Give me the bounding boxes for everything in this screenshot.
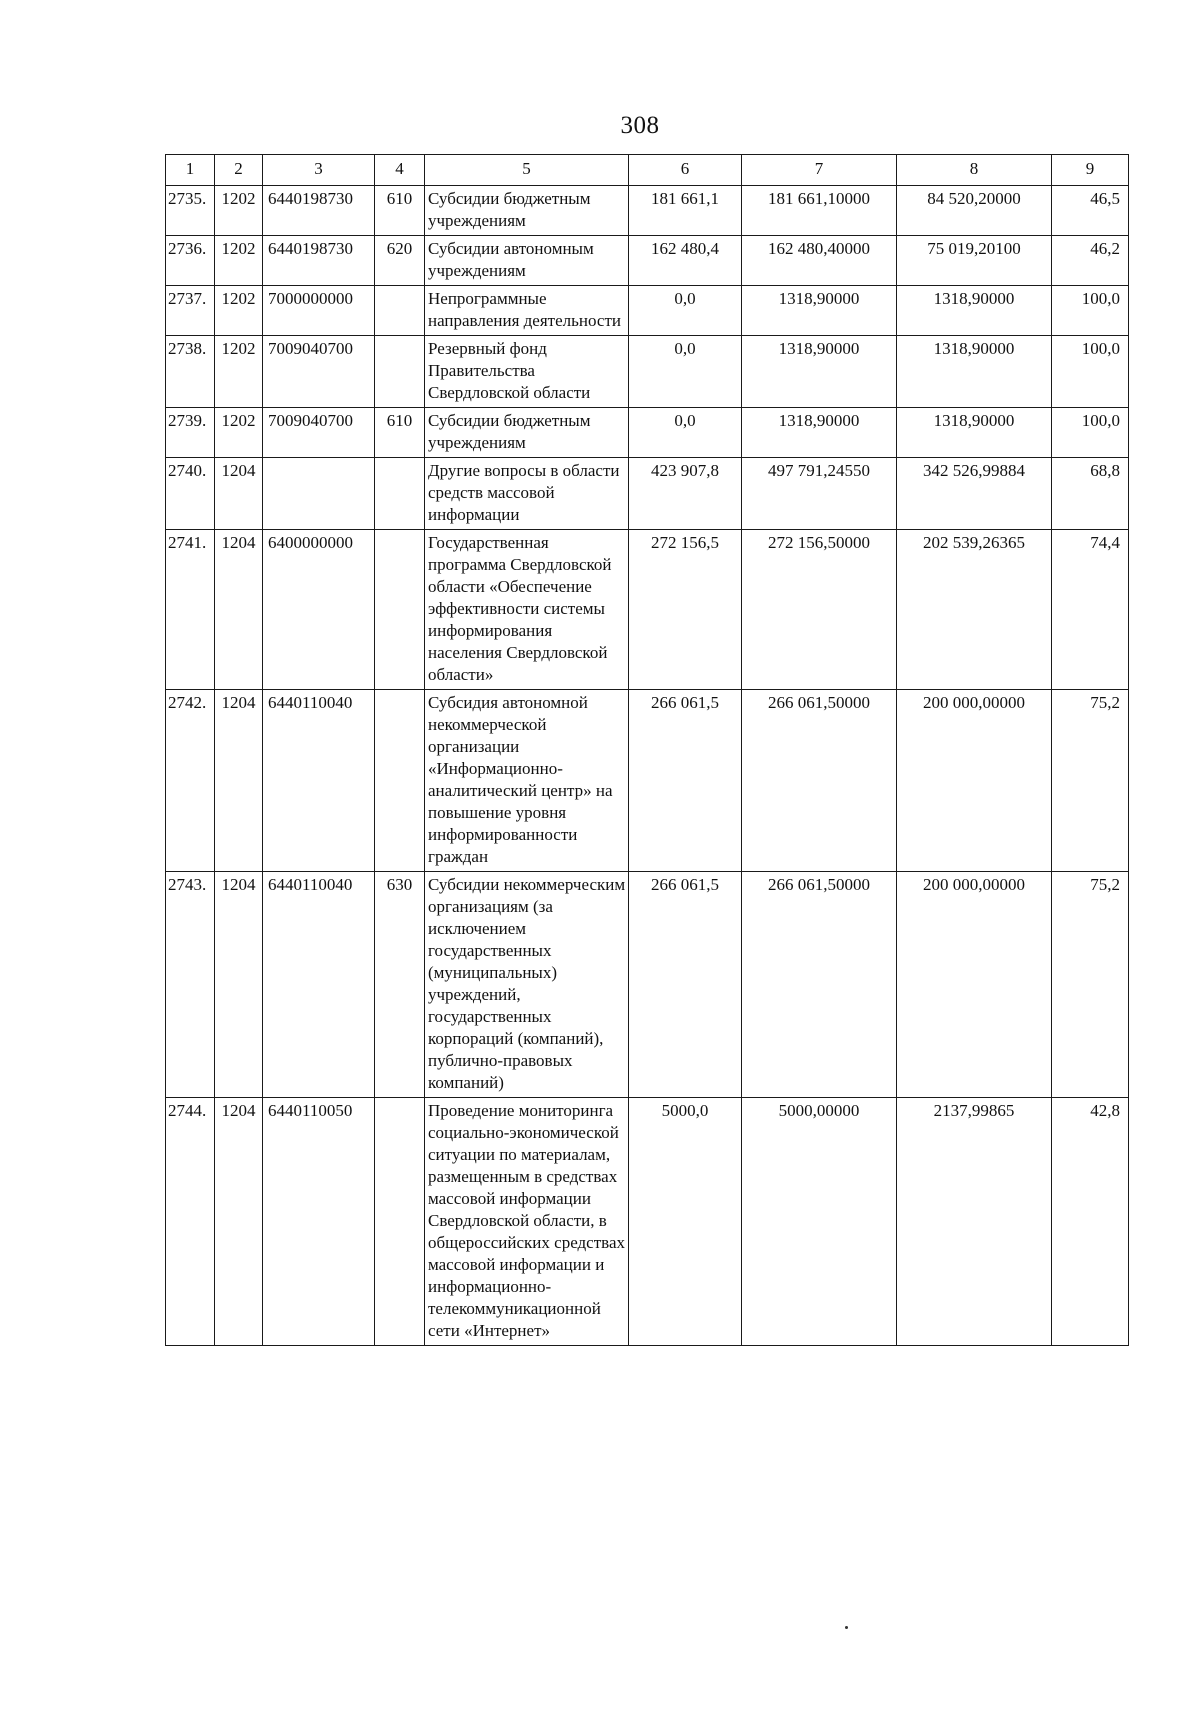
execution-percent: 100,0 xyxy=(1052,286,1129,336)
table-row xyxy=(166,286,1129,336)
section-code: 1202 xyxy=(215,286,263,336)
executed-amount: 75 019,20100 xyxy=(897,236,1052,286)
plan-amount: 162 480,4 xyxy=(629,236,742,286)
expense-type-code xyxy=(375,286,425,336)
target-article-code: 6400000000 xyxy=(263,530,375,690)
refined-amount: 5000,00000 xyxy=(742,1098,897,1346)
target-article-code: 7009040700 xyxy=(263,408,375,458)
refined-amount: 266 061,50000 xyxy=(742,872,897,1098)
plan-amount: 181 661,1 xyxy=(629,186,742,236)
executed-amount: 200 000,00000 xyxy=(897,690,1052,872)
table-row xyxy=(166,872,1129,1098)
section-code: 1202 xyxy=(215,186,263,236)
header-row xyxy=(166,155,1129,186)
table-row xyxy=(166,408,1129,458)
refined-amount: 497 791,24550 xyxy=(742,458,897,530)
expense-type-code xyxy=(375,690,425,872)
plan-amount: 0,0 xyxy=(629,336,742,408)
refined-amount: 1318,90000 xyxy=(742,336,897,408)
item-name: Проведение мониторинга социально-экономической ситуации по материалам, размещенным в средствах массовой информации Свердловской области, в общероссийских средствах массовой информации и информационно-телекоммуникационной сети «Интернет» xyxy=(425,1098,629,1346)
row-number: 2737. xyxy=(166,286,215,336)
item-name: Субсидии бюджетным учреждениям xyxy=(425,408,629,458)
section-code: 1204 xyxy=(215,690,263,872)
target-article-code: 7000000000 xyxy=(263,286,375,336)
item-name: Субсидия автономной некоммерческой организации «Информационно-аналитический центр» на повышение уровня информированности граждан xyxy=(425,690,629,872)
execution-percent: 46,2 xyxy=(1052,236,1129,286)
expense-type-code: 610 xyxy=(375,408,425,458)
section-code: 1204 xyxy=(215,872,263,1098)
target-article-code xyxy=(263,458,375,530)
item-name: Субсидии бюджетным учреждениям xyxy=(425,186,629,236)
refined-amount: 162 480,40000 xyxy=(742,236,897,286)
execution-percent: 75,2 xyxy=(1052,690,1129,872)
execution-percent: 74,4 xyxy=(1052,530,1129,690)
execution-percent: 68,8 xyxy=(1052,458,1129,530)
header-col-9: 9 xyxy=(1052,155,1129,186)
expense-type-code: 610 xyxy=(375,186,425,236)
header-col-8: 8 xyxy=(897,155,1052,186)
target-article-code: 6440198730 xyxy=(263,236,375,286)
executed-amount: 2137,99865 xyxy=(897,1098,1052,1346)
row-number: 2739. xyxy=(166,408,215,458)
plan-amount: 272 156,5 xyxy=(629,530,742,690)
section-code: 1202 xyxy=(215,236,263,286)
plan-amount: 266 061,5 xyxy=(629,872,742,1098)
header-col-1: 1 xyxy=(166,155,215,186)
item-name: Субсидии автономным учреждениям xyxy=(425,236,629,286)
expense-type-code xyxy=(375,530,425,690)
section-code: 1204 xyxy=(215,458,263,530)
table-row xyxy=(166,530,1129,690)
plan-amount: 0,0 xyxy=(629,286,742,336)
expense-type-code xyxy=(375,458,425,530)
refined-amount: 266 061,50000 xyxy=(742,690,897,872)
execution-percent: 100,0 xyxy=(1052,336,1129,408)
expense-type-code xyxy=(375,1098,425,1346)
item-name: Резервный фонд Правительства Свердловской области xyxy=(425,336,629,408)
target-article-code: 6440110040 xyxy=(263,690,375,872)
table-row xyxy=(166,186,1129,236)
executed-amount: 200 000,00000 xyxy=(897,872,1052,1098)
plan-amount: 266 061,5 xyxy=(629,690,742,872)
header-col-5: 5 xyxy=(425,155,629,186)
execution-percent: 75,2 xyxy=(1052,872,1129,1098)
refined-amount: 1318,90000 xyxy=(742,286,897,336)
item-name: Субсидии некоммерческим организациям (за исключением государственных (муниципальных) учреждений, государственных корпораций (компаний), публично-правовых компаний) xyxy=(425,872,629,1098)
expense-type-code xyxy=(375,336,425,408)
row-number: 2740. xyxy=(166,458,215,530)
expense-type-code: 620 xyxy=(375,236,425,286)
table-row xyxy=(166,336,1129,408)
section-code: 1204 xyxy=(215,530,263,690)
header-col-7: 7 xyxy=(742,155,897,186)
refined-amount: 1318,90000 xyxy=(742,408,897,458)
row-number: 2742. xyxy=(166,690,215,872)
row-number: 2741. xyxy=(166,530,215,690)
table-row xyxy=(166,236,1129,286)
executed-amount: 342 526,99884 xyxy=(897,458,1052,530)
header-col-3: 3 xyxy=(263,155,375,186)
plan-amount: 423 907,8 xyxy=(629,458,742,530)
plan-amount: 5000,0 xyxy=(629,1098,742,1346)
plan-amount: 0,0 xyxy=(629,408,742,458)
row-number: 2744. xyxy=(166,1098,215,1346)
executed-amount: 1318,90000 xyxy=(897,408,1052,458)
execution-percent: 42,8 xyxy=(1052,1098,1129,1346)
refined-amount: 272 156,50000 xyxy=(742,530,897,690)
header-col-2: 2 xyxy=(215,155,263,186)
section-code: 1204 xyxy=(215,1098,263,1346)
header-col-6: 6 xyxy=(629,155,742,186)
expense-type-code: 630 xyxy=(375,872,425,1098)
section-code: 1202 xyxy=(215,336,263,408)
refined-amount: 181 661,10000 xyxy=(742,186,897,236)
scan-speck xyxy=(845,1626,848,1629)
execution-percent: 100,0 xyxy=(1052,408,1129,458)
table-row xyxy=(166,690,1129,872)
row-number: 2738. xyxy=(166,336,215,408)
target-article-code: 6440110050 xyxy=(263,1098,375,1346)
executed-amount: 1318,90000 xyxy=(897,286,1052,336)
table-row xyxy=(166,458,1129,530)
target-article-code: 6440110040 xyxy=(263,872,375,1098)
item-name: Непрограммные направления деятельности xyxy=(425,286,629,336)
table-row xyxy=(166,1098,1129,1346)
section-code: 1202 xyxy=(215,408,263,458)
execution-percent: 46,5 xyxy=(1052,186,1129,236)
item-name: Другие вопросы в области средств массовой информации xyxy=(425,458,629,530)
row-number: 2743. xyxy=(166,872,215,1098)
target-article-code: 6440198730 xyxy=(263,186,375,236)
budget-table xyxy=(165,154,1129,1346)
page-number: 308 xyxy=(620,112,660,139)
executed-amount: 84 520,20000 xyxy=(897,186,1052,236)
executed-amount: 202 539,26365 xyxy=(897,530,1052,690)
row-number: 2736. xyxy=(166,236,215,286)
item-name: Государственная программа Свердловской области «Обеспечение эффективности системы информирования населения Свердловской области» xyxy=(425,530,629,690)
header-col-4: 4 xyxy=(375,155,425,186)
row-number: 2735. xyxy=(166,186,215,236)
executed-amount: 1318,90000 xyxy=(897,336,1052,408)
target-article-code: 7009040700 xyxy=(263,336,375,408)
